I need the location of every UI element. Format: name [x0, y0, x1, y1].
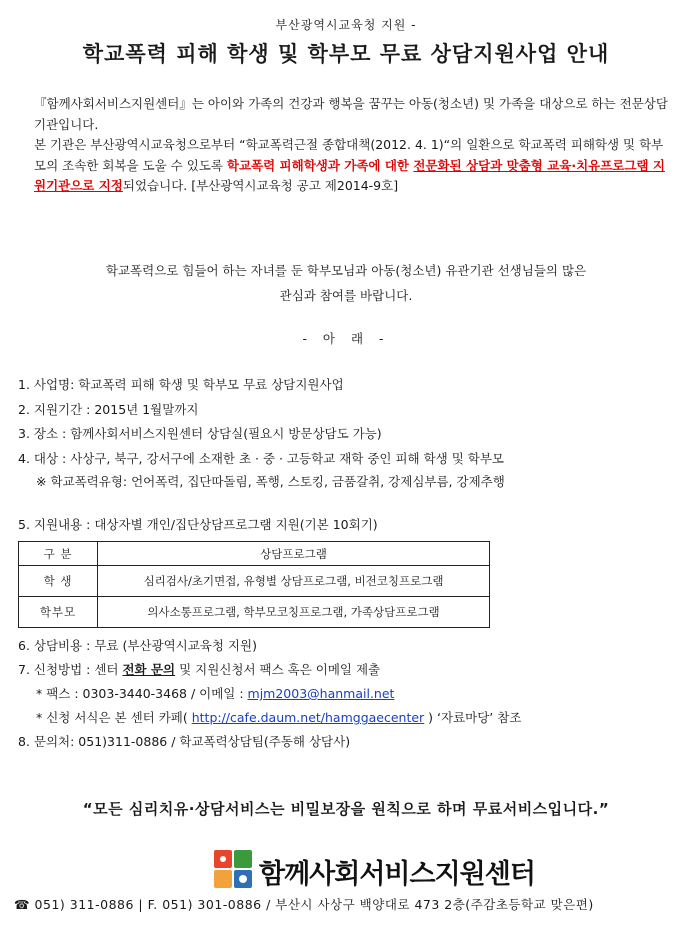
table-row — [19, 597, 490, 628]
intro-paragraph-1: 『함께사회서비스지원센터』는 아이와 가족의 건강과 행복을 꿈꾸는 아동(청소년) 및 가족을 대상으로 하는 전문상담기관입니다. — [34, 96, 668, 132]
program-table — [18, 541, 490, 628]
intro-p2-highlight: 학교폭력 피해학생과 가족에 대한 — [226, 157, 414, 173]
intro-paragraph-2 — [18, 135, 668, 197]
item-3-location: 3. 장소 : 함께사회서비스지원센터 상담실(필요시 방문상담도 가능) — [18, 426, 382, 441]
item-7-text-b: 및 지원신청서 팩스 혹은 이메일 제출 — [175, 662, 381, 677]
cafe-link[interactable]: http://cafe.daum.net/hamggaecenter — [191, 710, 425, 725]
item-7-text-a: 7. 신청방법 : 센터 — [18, 662, 123, 677]
logo-mark-icon — [213, 849, 253, 889]
table-header-cell: 상담프로그램 — [98, 542, 490, 566]
table-header-cell: 구 분 — [19, 542, 98, 566]
item-8-contact: 8. 문의처: 051)311-0886 / 학교폭력상담팀(주동해 상담사) — [18, 734, 351, 749]
subtitle: 부산광역시교육청 지원 - — [275, 18, 417, 32]
request-line-2: 관심과 참여를 바랍니다. — [279, 288, 413, 303]
table-cell: 학 생 — [19, 566, 98, 597]
form-text-a: * 신청 서식은 본 센터 카페( — [36, 710, 192, 725]
footer-contact: ☎ 051) 311-0886 | F. 051) 301-0886 / 부산시 사상구 백양대로 473 2층(주감초등학교 맞은편) — [14, 897, 594, 912]
logo-name: 함께사회서비스지원센터 — [259, 859, 535, 890]
item-6-cost: 6. 상담비용 : 무료 (부산광역시교육청 지원) — [18, 638, 257, 653]
slogan: “모든 심리치유·상담서비스는 비밀보장을 원칙으로 하며 무료서비스입니다.” — [82, 800, 610, 818]
intro-p2-text-a: 본 기관은 부산광역시교육청으로부터 “학교폭력근절 종합대책(2012. 4. 1)“의 일환으로 학교폭력 피해학생 및 학부모의 조속한 회복을 도울 수 있도록 — [34, 137, 664, 173]
form-line — [36, 708, 521, 726]
table-cell: 학부모 — [19, 597, 98, 628]
intro-p2-highlight-underlined: 전문화된 상담과 맞춤형 교육·치유프로그램 지원기관으로 지정 — [34, 157, 665, 193]
table-cell: 의사소통프로그램, 학부모코칭프로그램, 가족상담프로그램 — [98, 597, 490, 628]
item-4-target: 4. 대상 : 사상구, 북구, 강서구에 소재한 초 · 중 · 고등학교 재학 중인 피해 학생 및 학부모 — [18, 451, 504, 466]
request-line-1: 학교폭력으로 힘들어 하는 자녀를 둔 학부모님과 아동(청소년) 유관기관 선생님들의 많은 — [105, 263, 587, 278]
page-title: 학교폭력 피해 학생 및 학부모 무료 상담지원사업 안내 — [82, 42, 610, 66]
table-row — [19, 566, 490, 597]
item-5-support: 5. 지원내용 : 대상자별 개인/집단상담프로그램 지원(기본 10회기) — [18, 517, 378, 532]
request-message — [0, 258, 692, 308]
item-4-note: ※ 학교폭력유형: 언어폭력, 집단따돌림, 폭행, 스토킹, 금품갈취, 강제심부름, 강제추행 — [36, 474, 505, 489]
item-2-period: 2. 지원기간 : 2015년 1월말까지 — [18, 402, 199, 417]
fax-email-line — [36, 684, 394, 702]
item-1-project-name: 1. 사업명: 학교폭력 피해 학생 및 학부모 무료 상담지원사업 — [18, 377, 344, 392]
form-text-b: ) ‘자료마당’ 참조 — [424, 710, 522, 725]
item-7-method — [18, 660, 380, 678]
item-7-phone-inquiry: 전화 문의 — [122, 662, 176, 677]
intro-p2-text-b: 되었습니다. [부산광역시교육청 공고 제2014-9호] — [122, 178, 399, 193]
table-header-row — [19, 542, 490, 566]
fax-label: * 팩스 : 0303-3440-3468 / 이메일 : — [36, 686, 248, 701]
email-link[interactable]: mjm2003@hanmail.net — [247, 686, 395, 701]
table-cell: 심리검사/초기면접, 유형별 상담프로그램, 비전코칭프로그램 — [98, 566, 490, 597]
ahrae-heading: - 아 래 - — [302, 331, 390, 346]
intro-section — [18, 94, 668, 197]
